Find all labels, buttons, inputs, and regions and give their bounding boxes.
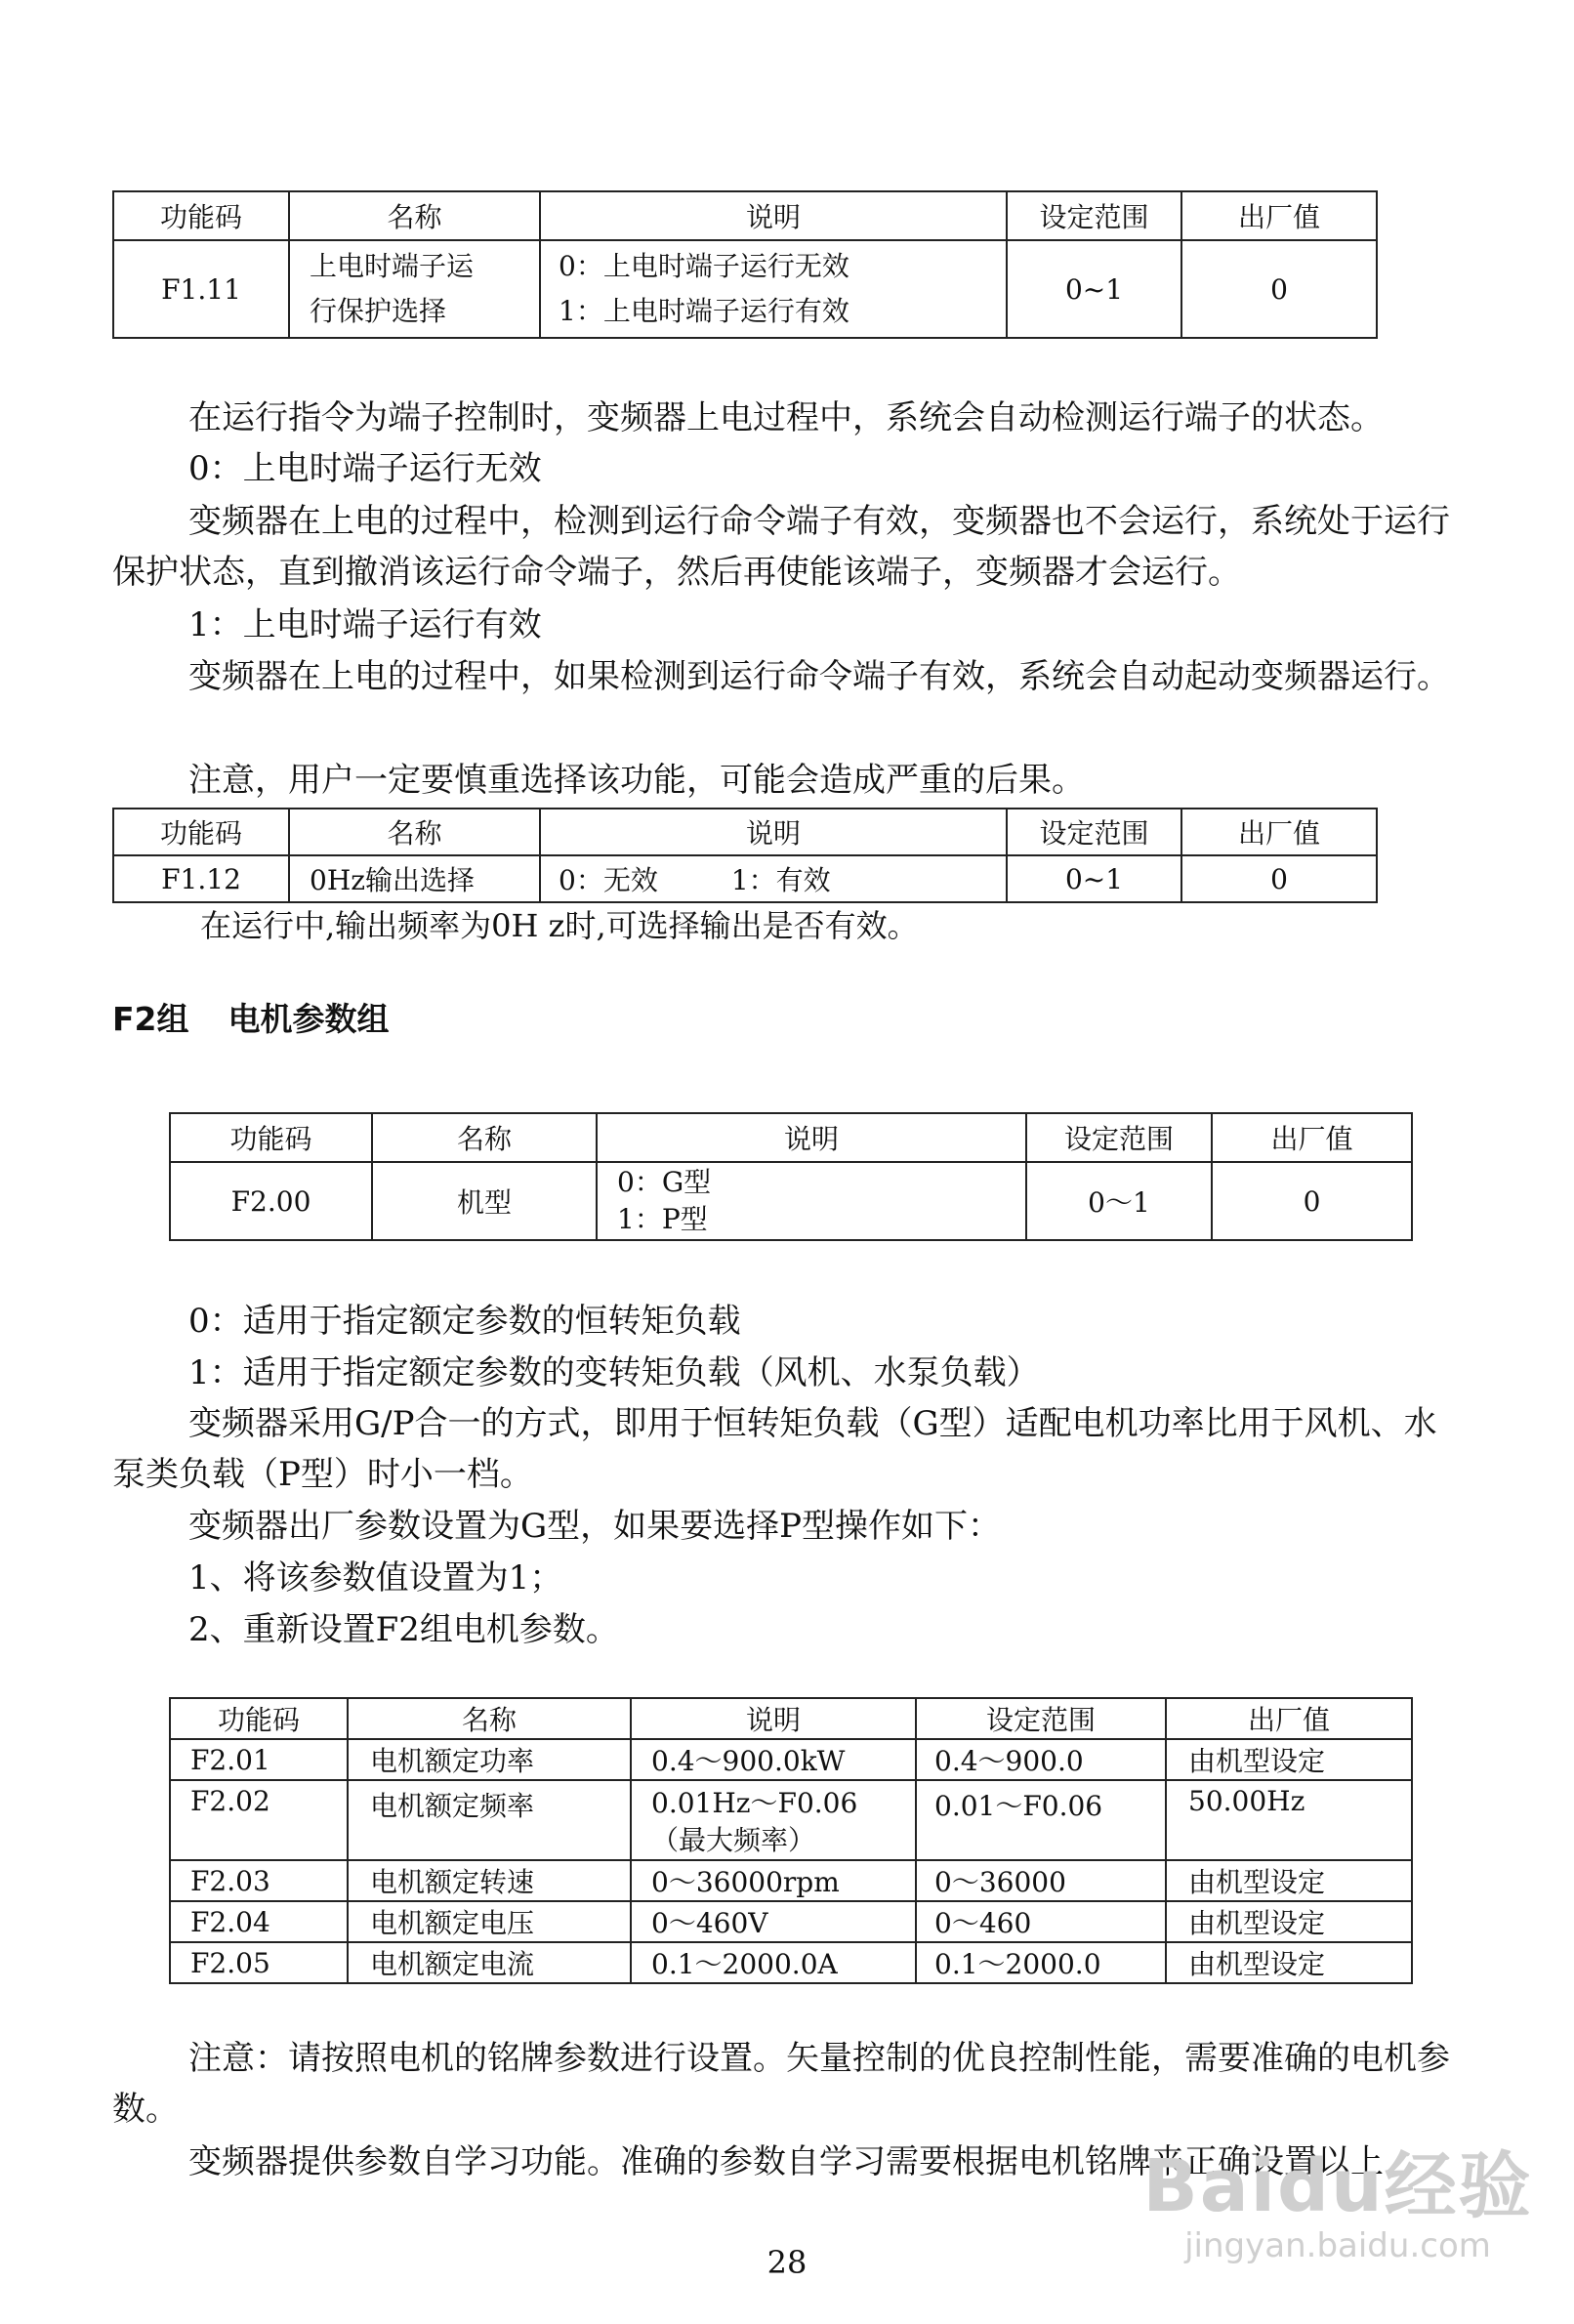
note-f1-12: 在运行中,输出频率为0H z时,可选择输出是否有效。 bbox=[200, 907, 919, 944]
motor-param-table bbox=[169, 1697, 1413, 1984]
cell-code: F1.12 bbox=[113, 855, 289, 902]
paragraph: 变频器在上电的过程中，如果检测到运行命令端子有效，系统会自动起动变频器运行。 bbox=[188, 657, 1450, 696]
cell-code: F2.02 bbox=[170, 1780, 348, 1860]
table-row bbox=[170, 1780, 1412, 1860]
paragraph: 注意，用户一定要慎重选择该功能，可能会造成严重的后果。 bbox=[188, 761, 1085, 800]
paragraph: 0：上电时端子运行无效 bbox=[188, 449, 542, 488]
header-name: 名称 bbox=[289, 191, 540, 240]
cell-default: 由机型设定 bbox=[1166, 1860, 1412, 1901]
param-table-f1-11 bbox=[112, 190, 1378, 339]
cell-default: 由机型设定 bbox=[1166, 1901, 1412, 1942]
header-default: 出厂值 bbox=[1212, 1113, 1412, 1162]
header-name: 名称 bbox=[289, 809, 540, 855]
cell-desc bbox=[631, 1780, 916, 1860]
header-range: 设定范围 bbox=[1007, 809, 1181, 855]
section-title: 电机参数组 bbox=[228, 1000, 390, 1038]
table-header-row bbox=[113, 191, 1377, 240]
header-default: 出厂值 bbox=[1181, 809, 1377, 855]
cell-code: F1.11 bbox=[113, 240, 289, 338]
header-range: 设定范围 bbox=[1026, 1113, 1212, 1162]
cell-default: 0 bbox=[1181, 855, 1377, 902]
paragraph: 变频器出厂参数设置为G型，如果要选择P型操作如下： bbox=[188, 1507, 1002, 1546]
desc-option-1: 1：有效 bbox=[730, 864, 831, 896]
header-default: 出厂值 bbox=[1181, 191, 1377, 240]
desc-line-2: 1：上电时端子运行有效 bbox=[559, 295, 849, 327]
paragraph: 变频器采用G/P合一的方式，即用于恒转矩负载（G型）适配电机功率比用于风机、水泵类负载（P型）时小一档。 bbox=[112, 1404, 1437, 1494]
header-code: 功能码 bbox=[170, 1113, 372, 1162]
paragraph: 在运行指令为端子控制时，变频器上电过程中，系统会自动检测运行端子的状态。 bbox=[188, 398, 1384, 437]
baidu-logo: Baidu经验 bbox=[1142, 2144, 1533, 2228]
paragraph: 变频器提供参数自学习功能。准确的参数自学习需要根据电机铭牌来正确设置以上 bbox=[188, 2142, 1384, 2181]
header-range: 设定范围 bbox=[916, 1698, 1166, 1739]
cell-code: F2.04 bbox=[170, 1901, 348, 1942]
header-name: 名称 bbox=[348, 1698, 631, 1739]
cell-name: 电机额定转速 bbox=[348, 1860, 631, 1901]
cell-range: 0～460 bbox=[916, 1901, 1166, 1942]
cell-range: 0~1 bbox=[1007, 240, 1181, 338]
paragraph: 1：上电时端子运行有效 bbox=[188, 605, 542, 644]
cell-desc bbox=[597, 1162, 1026, 1240]
cell-desc: 0.4～900.0kW bbox=[631, 1739, 916, 1780]
header-desc: 说明 bbox=[540, 809, 1007, 855]
table-header-row bbox=[170, 1698, 1412, 1739]
cell-desc bbox=[540, 855, 1007, 902]
watermark-url: jingyan.baidu.com bbox=[1184, 2226, 1491, 2265]
table-row bbox=[113, 855, 1377, 902]
cell-desc bbox=[540, 240, 1007, 338]
table-row bbox=[170, 1901, 1412, 1942]
cell-code: F2.00 bbox=[170, 1162, 372, 1240]
cell-name: 电机额定频率 bbox=[348, 1780, 631, 1860]
baidu-watermark bbox=[1133, 2129, 1543, 2265]
cell-default: 0 bbox=[1181, 240, 1377, 338]
cell-name: 电机额定功率 bbox=[348, 1739, 631, 1780]
cell-range: 0～36000 bbox=[916, 1860, 1166, 1901]
header-desc: 说明 bbox=[631, 1698, 916, 1739]
cell-range: 0~1 bbox=[1007, 855, 1181, 902]
param-table-f1-12 bbox=[112, 808, 1378, 903]
section-heading bbox=[112, 994, 390, 1040]
cell-default: 由机型设定 bbox=[1166, 1739, 1412, 1780]
cell-name: 0Hz输出选择 bbox=[289, 855, 540, 902]
cell-code: F2.01 bbox=[170, 1739, 348, 1780]
cell-name: 电机额定电流 bbox=[348, 1942, 631, 1983]
cell-desc: 0～36000rpm bbox=[631, 1860, 916, 1901]
cell-code: F2.05 bbox=[170, 1942, 348, 1983]
header-name: 名称 bbox=[372, 1113, 597, 1162]
desc-line-1: 0.01Hz～F0.06 bbox=[651, 1787, 858, 1819]
cell-default: 0 bbox=[1212, 1162, 1412, 1240]
table-row bbox=[170, 1942, 1412, 1983]
header-code: 功能码 bbox=[113, 809, 289, 855]
cell-range: 0～1 bbox=[1026, 1162, 1212, 1240]
name-line-1: 上电时端子运 bbox=[310, 250, 475, 282]
page-number: 28 bbox=[766, 2244, 808, 2281]
header-range: 设定范围 bbox=[1007, 191, 1181, 240]
desc-option-0: 0：无效 bbox=[559, 864, 658, 896]
param-table-f2-00 bbox=[169, 1112, 1413, 1241]
header-desc: 说明 bbox=[597, 1113, 1026, 1162]
table-header-row bbox=[170, 1113, 1412, 1162]
header-default: 出厂值 bbox=[1166, 1698, 1412, 1739]
cell-desc: 0～460V bbox=[631, 1901, 916, 1942]
desc-line-2: 1：P型 bbox=[617, 1203, 708, 1235]
paragraph: 2、重新设置F2组电机参数。 bbox=[188, 1610, 619, 1649]
header-code: 功能码 bbox=[170, 1698, 348, 1739]
cell-name: 电机额定电压 bbox=[348, 1901, 631, 1942]
paragraph: 注意：请按照电机的铭牌参数进行设置。矢量控制的优良控制性能，需要准确的电机参数。 bbox=[112, 2039, 1450, 2129]
paragraph: 变频器在上电的过程中，检测到运行命令端子有效，变频器也不会运行，系统处于运行保护状态，直到撤消该运行命令端子，然后再使能该端子，变频器才会运行。 bbox=[112, 502, 1450, 592]
cell-default: 50.00Hz bbox=[1166, 1780, 1412, 1860]
table-row bbox=[170, 1860, 1412, 1901]
table-header-row bbox=[113, 809, 1377, 855]
table-row bbox=[170, 1739, 1412, 1780]
header-code: 功能码 bbox=[113, 191, 289, 240]
cell-code: F2.03 bbox=[170, 1860, 348, 1901]
section-group: F2组 bbox=[112, 1000, 189, 1038]
paragraph: 0：适用于指定额定参数的恒转矩负载 bbox=[188, 1302, 741, 1341]
cell-name bbox=[289, 240, 540, 338]
cell-desc: 0.1～2000.0A bbox=[631, 1942, 916, 1983]
header-desc: 说明 bbox=[540, 191, 1007, 240]
cell-range: 0.4～900.0 bbox=[916, 1739, 1166, 1780]
cell-name: 机型 bbox=[372, 1162, 597, 1240]
cell-range: 0.01～F0.06 bbox=[916, 1780, 1166, 1860]
cell-default: 由机型设定 bbox=[1166, 1942, 1412, 1983]
desc-line-1: 0：G型 bbox=[617, 1166, 712, 1198]
desc-line-2: （最大频率） bbox=[651, 1824, 816, 1856]
desc-line-1: 0：上电时端子运行无效 bbox=[559, 250, 849, 282]
table-row bbox=[170, 1162, 1412, 1240]
paragraph: 1：适用于指定额定参数的变转矩负载（风机、水泵负载） bbox=[188, 1353, 1040, 1392]
cell-range: 0.1～2000.0 bbox=[916, 1942, 1166, 1983]
table-row bbox=[113, 240, 1377, 338]
name-line-2: 行保护选择 bbox=[310, 295, 447, 327]
paragraph: 1、将该参数值设置为1； bbox=[188, 1558, 563, 1598]
